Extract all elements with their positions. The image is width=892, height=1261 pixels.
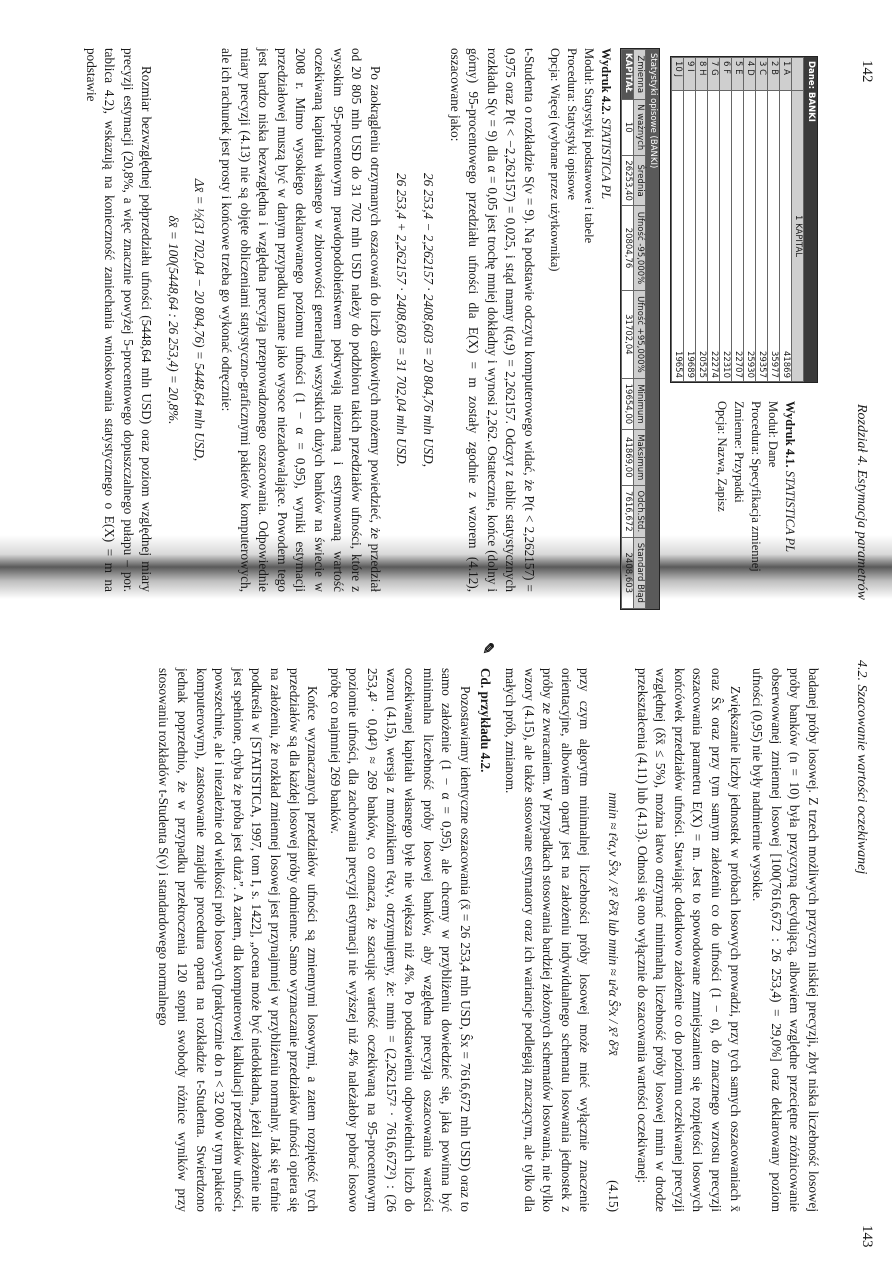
stats-title: Statystyki opisowe (BANKI) — [646, 49, 659, 609]
stats-cell: 7616,672 — [622, 486, 634, 538]
sheet-row-header: 6 F — [720, 58, 732, 91]
sheet-row — [696, 58, 708, 382]
sheet-cell: 35977 — [768, 91, 780, 382]
stats-column-header: Standard Błąd — [634, 537, 646, 608]
sheet-column-header: 1 KAPITAL — [792, 91, 804, 382]
equation: nmin ≈ t²α,ν Ŝ²x / x̄² δ²x̄ lub nmin ≈ u²α Ŝ²x / x̄² δ²x̄ — [606, 792, 622, 1056]
listing-head-rest: STATISTICA PL — [783, 467, 797, 553]
sheet-cell: 22707 — [732, 91, 744, 382]
sheet-row-header: 4 D — [744, 58, 756, 91]
equation: 26 253,4 − 2,262157 · 2408,603 = 20 804,76 mln USD, — [421, 172, 437, 467]
sheet-row-header: 2 B — [768, 58, 780, 91]
sheet-row-header: 3 C — [756, 58, 768, 91]
sheet-row — [732, 58, 744, 382]
stats-cell: 20804,76 — [622, 206, 634, 290]
page-content — [150, 642, 822, 1212]
sheet-cell: 20525 — [696, 91, 708, 382]
example-heading-text: Cd. przykładu 4.2. — [478, 668, 494, 773]
sheet-row-header: 7 G — [708, 58, 720, 91]
sheet-row — [684, 58, 696, 382]
sheet-row — [672, 58, 684, 382]
sheet-cell: 22310 — [720, 91, 732, 382]
sheet-column-header — [792, 58, 804, 91]
sheet-row — [780, 58, 792, 382]
equation: Δx̄ = ½(31 702,04 − 20 804,76) = 5448,64 mln USD, — [192, 178, 208, 462]
listing-line: Opcja: Więcej (wybrane przez użytkownika) — [548, 48, 562, 272]
page-content — [77, 48, 822, 603]
stats-column-header: Minimum — [634, 379, 646, 429]
listing-line: Zmienne: Przypadki — [732, 401, 746, 503]
sheet-row-header: 10 J — [672, 58, 684, 91]
sheet-row-header: 5 E — [732, 58, 744, 91]
running-head: 4.2. Szacowanie wartości oczekiwanej — [854, 660, 869, 875]
sheet-cell: 41869 — [780, 91, 792, 382]
sheet-cell: 25930 — [744, 91, 756, 382]
stats-column-header: Zmienna — [634, 50, 646, 100]
listing-line: Opcja: Nazwa, Zapisz — [715, 401, 729, 512]
listing-head: Wydruk 4.1. — [783, 401, 797, 468]
paragraph: Zwiększanie liczby jednostek w próbach losowych prowadzi, przy tych samych oszacowaniach x̄ oraz Ŝx oraz przy tym samym założeniu co do ufności (1 − α), do znacznego wzrostu precyzji oszacowania parametru E(X) = m. Jest to spowodowane zmniejszaniem się rozpiętości losowych końcówek przedziałów ufności. Stawiając dodatkowo założenie co do poziomu oczekiwanej precyzji względnej (δx̄ ≤ 5%), można łatwo otrzymać minimalną liczebność próby losowej nmin w drodze przekształcenia (4.11) lub (4.13). Odnosi się ono wyłącznie do szacowania wartości oczekiwanej: — [634, 668, 743, 1212]
equation-row — [603, 668, 622, 1212]
paragraph: Końce wyznaczanych przedziałów ufności są zmiennymi losowymi, a zatem rozpiętość tych przedziałów są dla każdej losowej próby odmienne. Samo wyznaczanie przedziałów ufności opiera się na założeniu, że rozkład zmiennej losowej jest przynajmniej w przybliżeniu normalny. Jak się trafnie podkreśla w [STATISTICA, 1997, tom I, s. 1422], „ocena może być niedokładna, jeżeli założenie nie jest spełnione, chyba że próba jest duża”. A zatem, dla komputerowej kalkulacji przedziałów ufności, powszechnie, ale i niezależnie od wielkości prób losowych (praktycznie do n < 32 000 w tym pakiecie komputerowym), zastosowanie znajduje procedura oparta na rozkładzie t-Studenta. Stwierdzono jednak poprzednio, że w przypadku przekroczenia 120 stopni swobody różnice wyników przy stosowaniu rozkładów t-Studenta S(ν) i standardowego normalnego — [156, 668, 321, 1212]
page-143 — [0, 640, 892, 1248]
listing-line: Moduł: Statystyki podstawowe i tabele — [582, 48, 596, 244]
sheet-cell: 19654 — [672, 91, 684, 382]
listing-4-1 — [713, 401, 798, 572]
sheet-cell: 22274 — [708, 91, 720, 382]
stats-column-header: Średnia — [634, 155, 646, 205]
paragraph: Po zaokrągleniu otrzymanych oszacowań do liczb całkowitych możemy powiedzieć, że przedział od 20 805 mln USD do 31 702 mln USD należy do podzbioru takich przedziałów ufności, które z wysokim 95-procentowym prawdopodobieństwem pokrywają nieznaną i estymowaną wartość oczekiwaną kapitału własnego w zbiorowości generalnej wszystkich dużych banków na świecie w 2008 r. Mimo wysokiego deklarowanego poziomu ufności (1 − α = 0,95), wyniki estymacji przedziałowej muszą być w danym przypadku uznane jako wysoce niezadowalające. Powodem tego jest bardzo niska bezwzględna i względna precyzja przeprowadzonego oszacowania. Odpowiednie miary precyzji (4.13) nie są objęte obliczeniami statystyczno-graficznymi pakietów komputerowych, ale ich rachunek jest prosty i końcowe trzeba go wykonać odręcznie: — [219, 48, 383, 592]
listing-line: Procedura: Specyfikacja zmiennej — [749, 401, 763, 572]
sheet-row — [720, 58, 732, 382]
stats-cell: 41869,00 — [622, 429, 634, 485]
stats-cell: 19654,00 — [622, 379, 634, 429]
sheet-row-header: 1 A — [780, 58, 792, 91]
stats-column-header: Odch.Std. — [634, 486, 646, 538]
sheet-cell: 29357 — [756, 91, 768, 382]
sheet-row — [768, 58, 780, 382]
stats-cell: 2408,603 — [622, 537, 634, 608]
page-number: 143 — [859, 1225, 875, 1248]
stats-variable-name: KAPITAŁ — [622, 50, 634, 100]
descriptive-stats-screenshot — [620, 48, 660, 610]
sheet-title: Dane: BANKI — [804, 57, 817, 382]
stats-cell: 31702,04 — [622, 290, 634, 379]
page-142 — [0, 20, 892, 620]
equation-number: (4.15) — [606, 1180, 622, 1212]
running-head: Rozdział 4. Estymacja parametrów — [854, 404, 869, 600]
sheet-row — [744, 58, 756, 382]
sheet-row — [708, 58, 720, 382]
stats-column-header: Ufność +95,000% — [634, 290, 646, 379]
stats-cell: 26253,40 — [622, 155, 634, 205]
listing-line: Moduł: Dane — [766, 401, 780, 468]
pencil-icon: ✎ — [479, 642, 496, 655]
sheet-row — [756, 58, 768, 382]
example-heading — [476, 642, 496, 1212]
sheet-table — [671, 57, 804, 382]
stats-column-header: Ufność -95,000% — [634, 206, 646, 290]
listing-4-2 — [546, 48, 614, 592]
stats-column-header: N ważnych — [634, 99, 646, 155]
equation: δx̄ = 100(5448,64 : 26 253,4) = 20,8%. — [165, 215, 181, 425]
stats-table — [621, 49, 646, 609]
sheet-row-header: 9 I — [684, 58, 696, 91]
listing-head: Wydruk 4.2. — [599, 48, 613, 115]
paragraph: badanej próby losowej. Z trzech możliwych przyczyn niskiej precyzji, zbyt niska liczebność losowej próby banków (n = 10) była przyczyną decydującą, albowiem względne przeciętne zróżnicowanie obserwowanej zmiennej losowej [100(7616,672 : 26 253,4) = 29,0%] oraz deklarowany poziom ufności (0,95) nie były nadmiernie wysokie. — [750, 668, 821, 1212]
paragraph: Pozostawiamy identyczne oszacowania (x̄ = 26 253,4 mln USD, Ŝx = 7616,672 mln USD) oraz to samo założenie (1 − α = 0,95), ale chcemy w przybliżeniu dowiedzieć się, jaka powinna być minimalna liczebność próby losowej banków, aby względna precyzja oszacowania wartości oczekiwanej kapitału własnego byłe nie większa niż 4%. Po podstawieniu odpowiednich liczb do wzoru (4.15), wersja z mnożnikiem t²α,ν, otrzymujemy, że: nmin = (2,262157² · 7616,672²) : (26 253,4² · 0,04²) ≈ 269 banków, co oznacza, że szacując wartość oczekiwaną na 95-procentowym poziomie ufności, dla zachowania precyzji estymacji nie wyższej niż 4% należałoby pobrać losowo próbę co najmniej 269 banków. — [327, 668, 473, 1212]
paragraph: t-Studenta o rozkładzie S(ν = 9). Na podstawie odczytu komputerowego widać, że P(t < 2,262157) = 0,975 oraz P(t < −2,262157) = 0,025, i stąd mamy t(α,9) = 2,262157. Odczyt z tablic statystycznych rozkładu S(ν = 9) dla α = 0,05 jest trochę mniej dokładny i wynosi 2,262. Ostatecznie, końce (dolny i górny) 95-procentowego przedziału ufności dla E(X) = m zostały zgodnie z wzorem (4.12), oszacowane jako: — [447, 48, 537, 592]
listing-head-rest: STATISTICA PL — [599, 114, 613, 200]
stats-cell: 10 — [622, 99, 634, 155]
sheet-row-header: 8 H — [696, 58, 708, 91]
paragraph: przy czym algorytm minimalnej liczebności próby losowej może mieć wyłącznie znaczenie orientacyjne, albowiem oparty jest na założeniu indywidualnego schematu losowania jednostek z próby ze zwracaniem. W przypadkach stosowania bardziej złożonych schematów losowania, nie tylko wzory (4.15), ale także stosowane estymatory oraz ich wariancje podlegają znaczącym, ale tylko dla małych prób, zmianom. — [503, 668, 593, 1212]
equation: 26 253,4 + 2,262157 · 2408,603 = 31 702,04 mln USD. — [394, 172, 410, 467]
listing-line: Procedura: Statystyki opisowe — [565, 48, 579, 201]
sheet-cell: 19689 — [684, 91, 696, 382]
stats-column-header: Maksimum — [634, 429, 646, 485]
page-number: 142 — [859, 60, 875, 83]
spreadsheet-screenshot — [670, 56, 818, 383]
paragraph: Rozmiar bezwzględnej połprzedziału ufności (5448,64 mln USD) oraz poziom względnej miary precyzji estymacji (20,8%, a więc znacznie powyżej 5-procentowego dopuszczalnego pułapu – por. tablica 4.2), wskazują na konieczność zaniechania wnioskowania statystycznego o E(X) = m na podstawie — [83, 48, 155, 592]
